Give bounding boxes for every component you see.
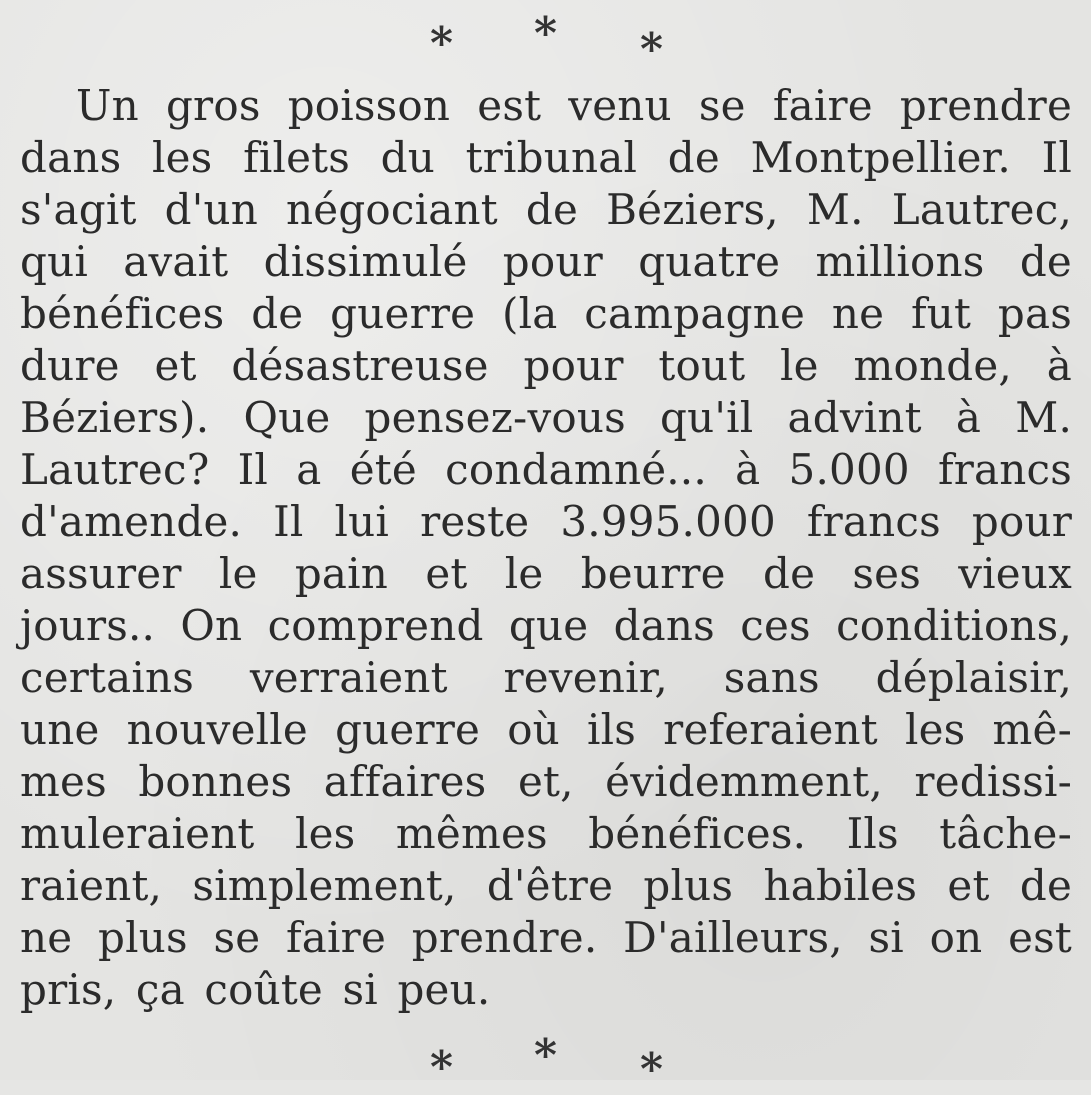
article-body xyxy=(20,80,1072,1016)
article-line: muleraient les mêmes bénéfices. Ils tâche- xyxy=(20,809,1072,858)
asterisk: * xyxy=(430,18,454,69)
asterisk: * xyxy=(640,24,664,75)
asterisk: * xyxy=(430,1042,454,1093)
article-line: dure et désastreuse pour tout le monde, à xyxy=(20,341,1072,390)
bottom-asterism-separator xyxy=(0,1028,1091,1095)
top-asterism-separator xyxy=(0,8,1091,75)
asterisk: * xyxy=(640,1044,664,1095)
article-line: une nouvelle guerre où ils referaient les mê- xyxy=(20,705,1072,754)
article-line: Un gros poisson est venu se faire prendre xyxy=(76,81,1072,130)
article-line: qui avait dissimulé pour quatre millions de xyxy=(20,237,1072,286)
article-line: s'agit d'un négociant de Béziers, M. Lautrec, xyxy=(20,185,1072,234)
article-line: raient, simplement, d'être plus habiles et de xyxy=(20,861,1072,910)
article-line: bénéfices de guerre (la campagne ne fut pas xyxy=(20,289,1072,338)
article-line: dans les filets du tribunal de Montpellier. Il xyxy=(20,133,1072,182)
asterisk: * xyxy=(534,1030,558,1081)
article-line: mes bonnes affaires et, évidemment, redissi- xyxy=(20,757,1072,806)
article-line: ne plus se faire prendre. D'ailleurs, si on est xyxy=(20,913,1072,962)
article-line: assurer le pain et le beurre de ses vieux xyxy=(20,549,1072,598)
article-line: pris, ça coûte si peu. xyxy=(20,965,491,1014)
article-line: Béziers). Que pensez-vous qu'il advint à M. xyxy=(20,393,1072,442)
article-line: certains verraient revenir, sans déplaisir, xyxy=(20,653,1072,702)
article-line: jours.. On comprend que dans ces conditions, xyxy=(20,601,1072,650)
article-line: d'amende. Il lui reste 3.995.000 francs pour xyxy=(20,497,1072,546)
asterisk: * xyxy=(534,8,558,59)
article-line: Lautrec? Il a été condamné... à 5.000 francs xyxy=(20,445,1072,494)
